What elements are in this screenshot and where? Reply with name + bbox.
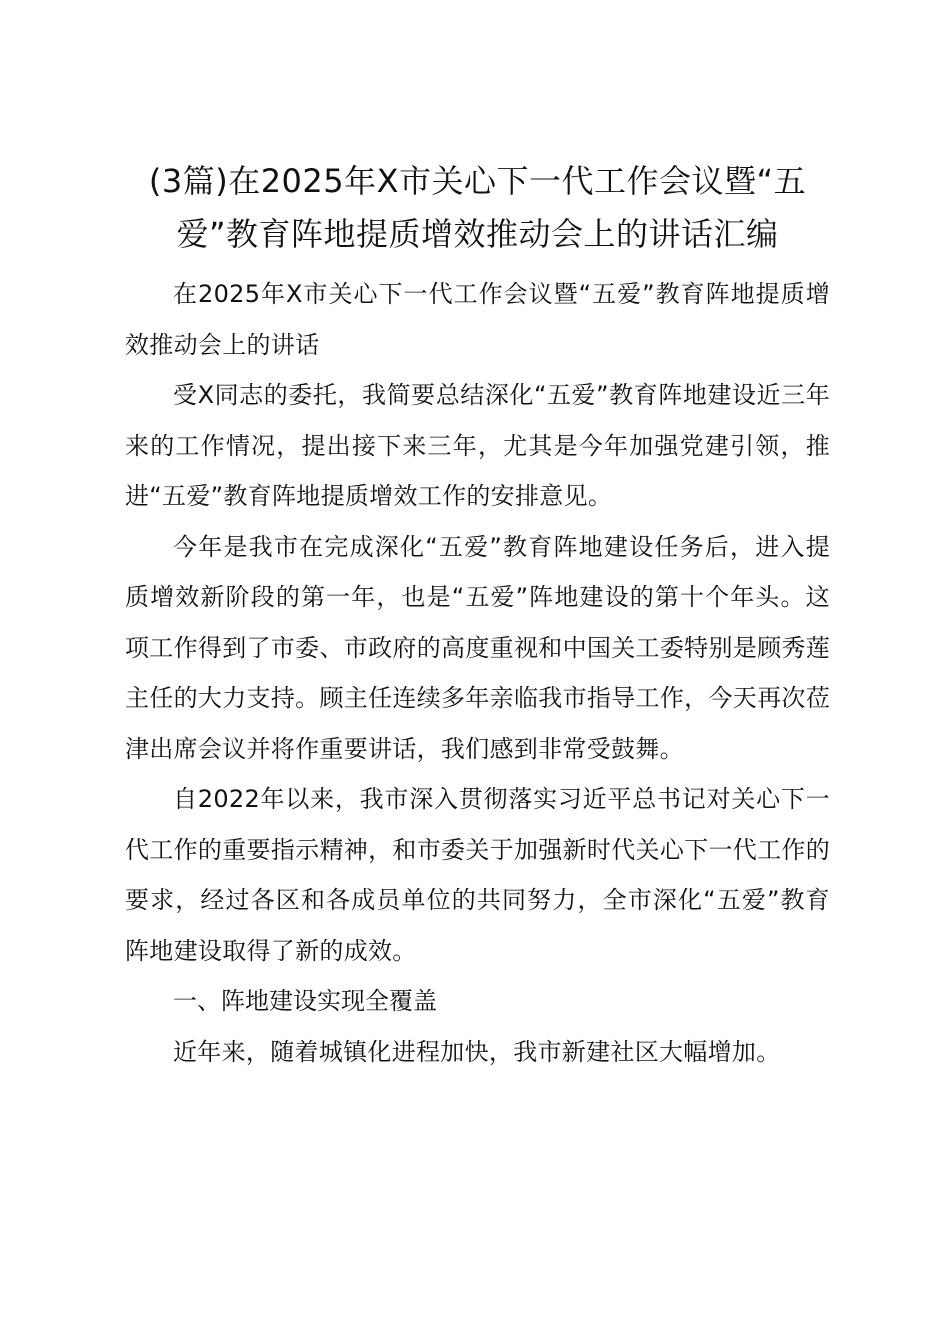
speech-title: 在2025年X市关心下一代工作会议暨“五爱”教育阵地提质增效推动会上的讲话 [125,280,830,359]
document-page [125,155,830,1077]
section-heading: 一、阵地建设实现全覆盖 [173,987,437,1015]
paragraph-3: 自2022年以来，我市深入贯彻落实习近平总书记对关心下一代工作的重要指示精神，和市委关于加强新时代关心下一代工作的要求，经过各区和各成员单位的共同努力，全市深化“五爱”教育阵地建设取得了新的成效。 [125,785,830,965]
document-title: (3篇)在2025年X市关心下一代工作会议暨“五爱”教育阵地提质增效推动会上的讲话汇编 [148,162,807,253]
paragraph-4: 近年来，随着城镇化进程加快，我市新建社区大幅增加。 [173,1037,781,1066]
paragraph-2: 今年是我市在完成深化“五爱”教育阵地建设任务后，进入提质增效新阶段的第一年，也是“五爱”阵地建设的第十个年头。这项工作得到了市委、市政府的高度重视和中国关工委特别是顾秀莲主任的大力支持。顾主任连续多年亲临我市指导工作，今天再次莅津出席会议并将作重要讲话，我们感到非常受鼓舞。 [125,532,830,763]
paragraph-1: 受X同志的委托，我简要总结深化“五爱”教育阵地建设近三年来的工作情况，提出接下来三年，尤其是今年加强党建引领，推进“五爱”教育阵地提质增效工作的安排意见。 [125,381,830,510]
